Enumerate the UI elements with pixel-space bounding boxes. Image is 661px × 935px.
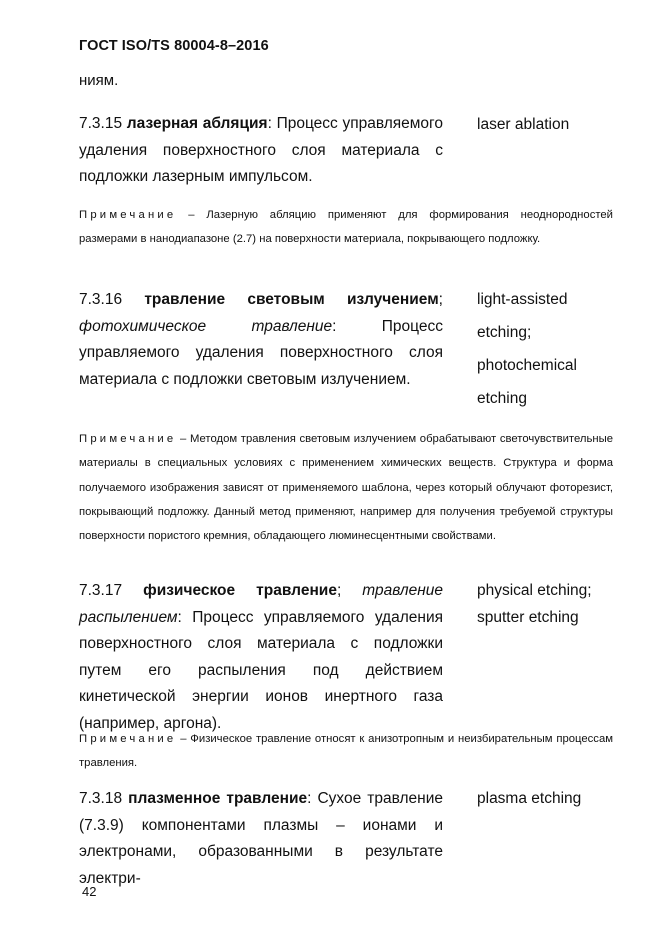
entry-number: 7.3.17 [79,582,123,599]
note-text: – Методом травления световым излучением обрабатывают светочувствительные материалы в специальных условиях с применением химических веществ. Структура и форма получаемого изображения зависят от применяемого шаблона, через который облучают фоторезист, покрывающий подложку. Данный метод применяют, например для получения требуемой структуры поверхности пористого кремния, обладающего люминесцентными свойствами. [79,433,613,543]
entry-7-3-16 [79,287,443,393]
entry-separator: ; [438,291,443,308]
entry-synonym: травление распылением [79,582,443,626]
english-term-line: light-assisted [477,291,568,308]
english-term-line: etching; [477,324,532,341]
english-term-line: sputter etching [477,608,579,626]
document-header: ГОСТ ISO/TS 80004-8–2016 [79,38,269,54]
entry-7-3-17 [79,578,443,738]
note-label: Примечание [79,733,177,745]
entry-separator: : [267,115,277,132]
entry-number: 7.3.18 [79,790,123,807]
entry-7-3-15 [79,111,443,191]
entry-definition: Процесс управляемого удаления поверхностного слоя материала с подложки путем его распыления под действием кинетической энергии ионов инертного газа (например, аргона). [79,608,443,732]
note-text: – Физическое травление относят к анизотропным и неизбирательным процессам травления. [79,733,613,770]
english-term-7-3-15 [477,108,627,141]
english-term-line: photochemical [477,357,577,374]
english-term-line: physical etching; [477,582,592,599]
entry-separator: ; [336,582,363,599]
english-term-7-3-18 [477,782,627,815]
english-term-line: plasma etching [477,790,582,807]
english-term-line: etching [477,390,527,407]
english-term-7-3-16 [477,283,627,415]
entry-definition: Процесс управляемого удаления поверхностного слоя материала с подложки световым излучением. [79,317,443,388]
page-number: 42 [82,884,97,899]
entry-definition: Процесс управляемого удаления поверхностного слоя материала с подложки лазерным импульсом. [79,115,443,186]
continuation-text: ниям. [79,72,119,89]
entry-separator: : [307,790,318,807]
entry-separator: : [332,317,382,335]
entry-term: лазерная абляция [126,115,268,132]
entry-synonym: фотохимическое травление [79,317,333,335]
note-label: Примечание [79,433,177,445]
entry-number: 7.3.15 [79,115,123,132]
entry-term: травление световым излучением [144,291,439,308]
english-term-7-3-17 [477,578,627,631]
entry-number: 7.3.16 [79,291,123,308]
note-physical-etching [79,727,613,776]
entry-term: физическое травление [143,582,337,599]
entry-definition: Сухое травление (7.3.9) компонентами плазмы – ионами и электронами, образованными в результате электри- [79,790,443,887]
note-label: Примечание [79,209,177,221]
note-light-etching [79,427,613,548]
entry-term: плазменное травление [128,790,308,807]
note-laser-ablation [79,203,613,252]
entry-7-3-18 [79,786,443,892]
note-text: – Лазерную абляцию применяют для формирования неоднородностей размерами в нанодиапазоне (2.7) на поверхности материала, покрывающего подложку. [79,209,613,246]
entry-separator: : [177,608,193,626]
english-term-line: laser ablation [477,116,570,133]
